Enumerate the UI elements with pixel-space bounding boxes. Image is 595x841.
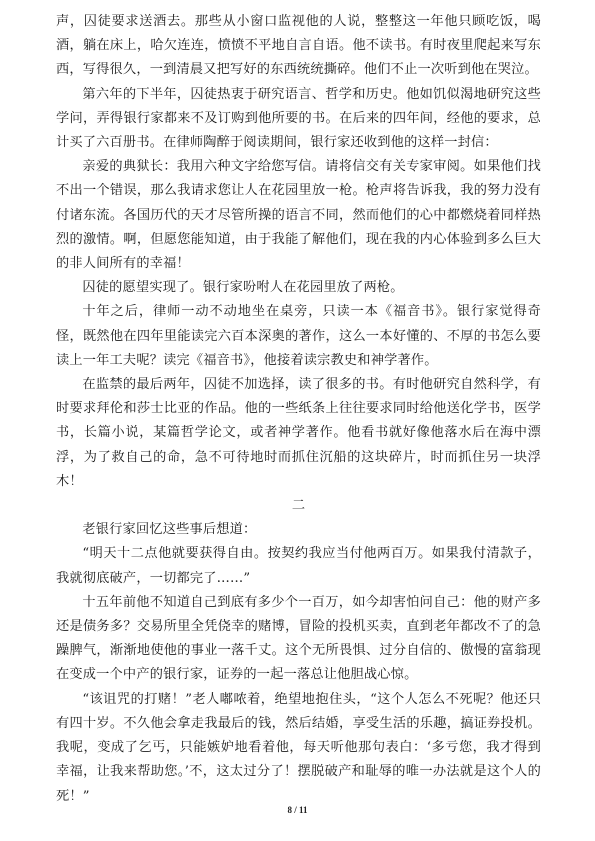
paragraph-9: 十五年前他不知道自己到底有多少个一百万，如今却害怕问自己：他的财产多还是债务多？交易所里全凭侥幸的赌博，冒险的投机买卖，直到老年都改不了的急躁脾气，渐渐地使他的事业一落千丈。这个无所畏惧、过分自信的、傲慢的富翁现在变成一个中产的银行家，证券的一起一落总让他胆战心惊。 [56,594,541,683]
paragraph-letter: 亲爱的典狱长：我用六种文字给您写信。请将信交有关专家审阅。如果他们找不出一个错误，那么我请求您让人在花园里放一枪。枪声将告诉我，我的努力没有付诸东流。各国历代的天才尽管所操的语言不同，然而他们的心中都燃烧着同样热烈的激情。啊，但愿您能知道，由于我能了解他们，现在我的内心体验到多么巨大的非人间所有的幸福！ [56,159,541,272]
paragraph-10: “该诅咒的打赌！”老人嘟哝着，绝望地抱住头，“这个人怎么不死呢？他还只有四十岁。不久他会拿走我最后的钱，然后结婚，享受生活的乐趣，搞证券投机。我呢，变成了乞丐，只能嫉妒地看着他，每天听他那句表白：‘多亏您，我才得到幸福，让我来帮助您。’不，这太过分了！摆脱破产和耻辱的唯一办法就是这个人的死！” [56,691,541,804]
section-number: 二 [291,498,306,514]
document-body [56,10,541,809]
paragraph-6: 在监禁的最后两年，囚徒不加选择，读了很多的书。有时他研究自然科学，有时要求拜伦和莎士比亚的作品。他的一些纸条上往往要求同时给他送化学书，医学书，长篇小说，某篇哲学论文，或者神学著作。他看书就好像他落水后在海中漂浮，为了救自己的命，急不可待地时而抓住沉船的这块碎片，时而抓住另一块浮木！ [56,377,541,489]
paragraph-2: 第六年的下半年，囚徒热衷于研究语言、哲学和历史。他如饥似渴地研究这些学问，弄得银行家都来不及订购到他所要的书。在后来的四年间，经他的要求，总计买了六百册书。在律师陶醉于阅读期间，银行家还收到他的这样一封信： [56,86,541,151]
paragraph-7: 老银行家回忆这些事后想道： [82,522,257,538]
paragraph-4: 囚徒的愿望实现了。银行家吩咐人在花园里放了两枪。 [82,280,404,296]
page-number: 8 / 11 [287,805,308,815]
paragraph-8: “明天十二点他就要获得自由。按契约我应当付他两百万。如果我付清款子，我就彻底破产，一切都完了……” [56,546,541,586]
paragraph-1: 声，囚徒要求送酒去。那些从小窗口监视他的人说，整整这一年他只顾吃饭，喝酒，躺在床上，哈欠连连，愤愤不平地自言自语。他不读书。有时夜里爬起来写东西，写得很久，一到清晨又把写好的东西统统撕碎。他们不止一次听到他在哭泣。 [56,14,541,78]
paragraph-5: 十年之后，律师一动不动地坐在桌旁，只读一本《福音书》。银行家觉得奇怪，既然他在四年里能读完六百本深奥的著作，这么一本好懂的、不厚的书怎么要读上一年工夫呢？读完《福音书》，他接着读宗教史和神学著作。 [56,304,541,368]
